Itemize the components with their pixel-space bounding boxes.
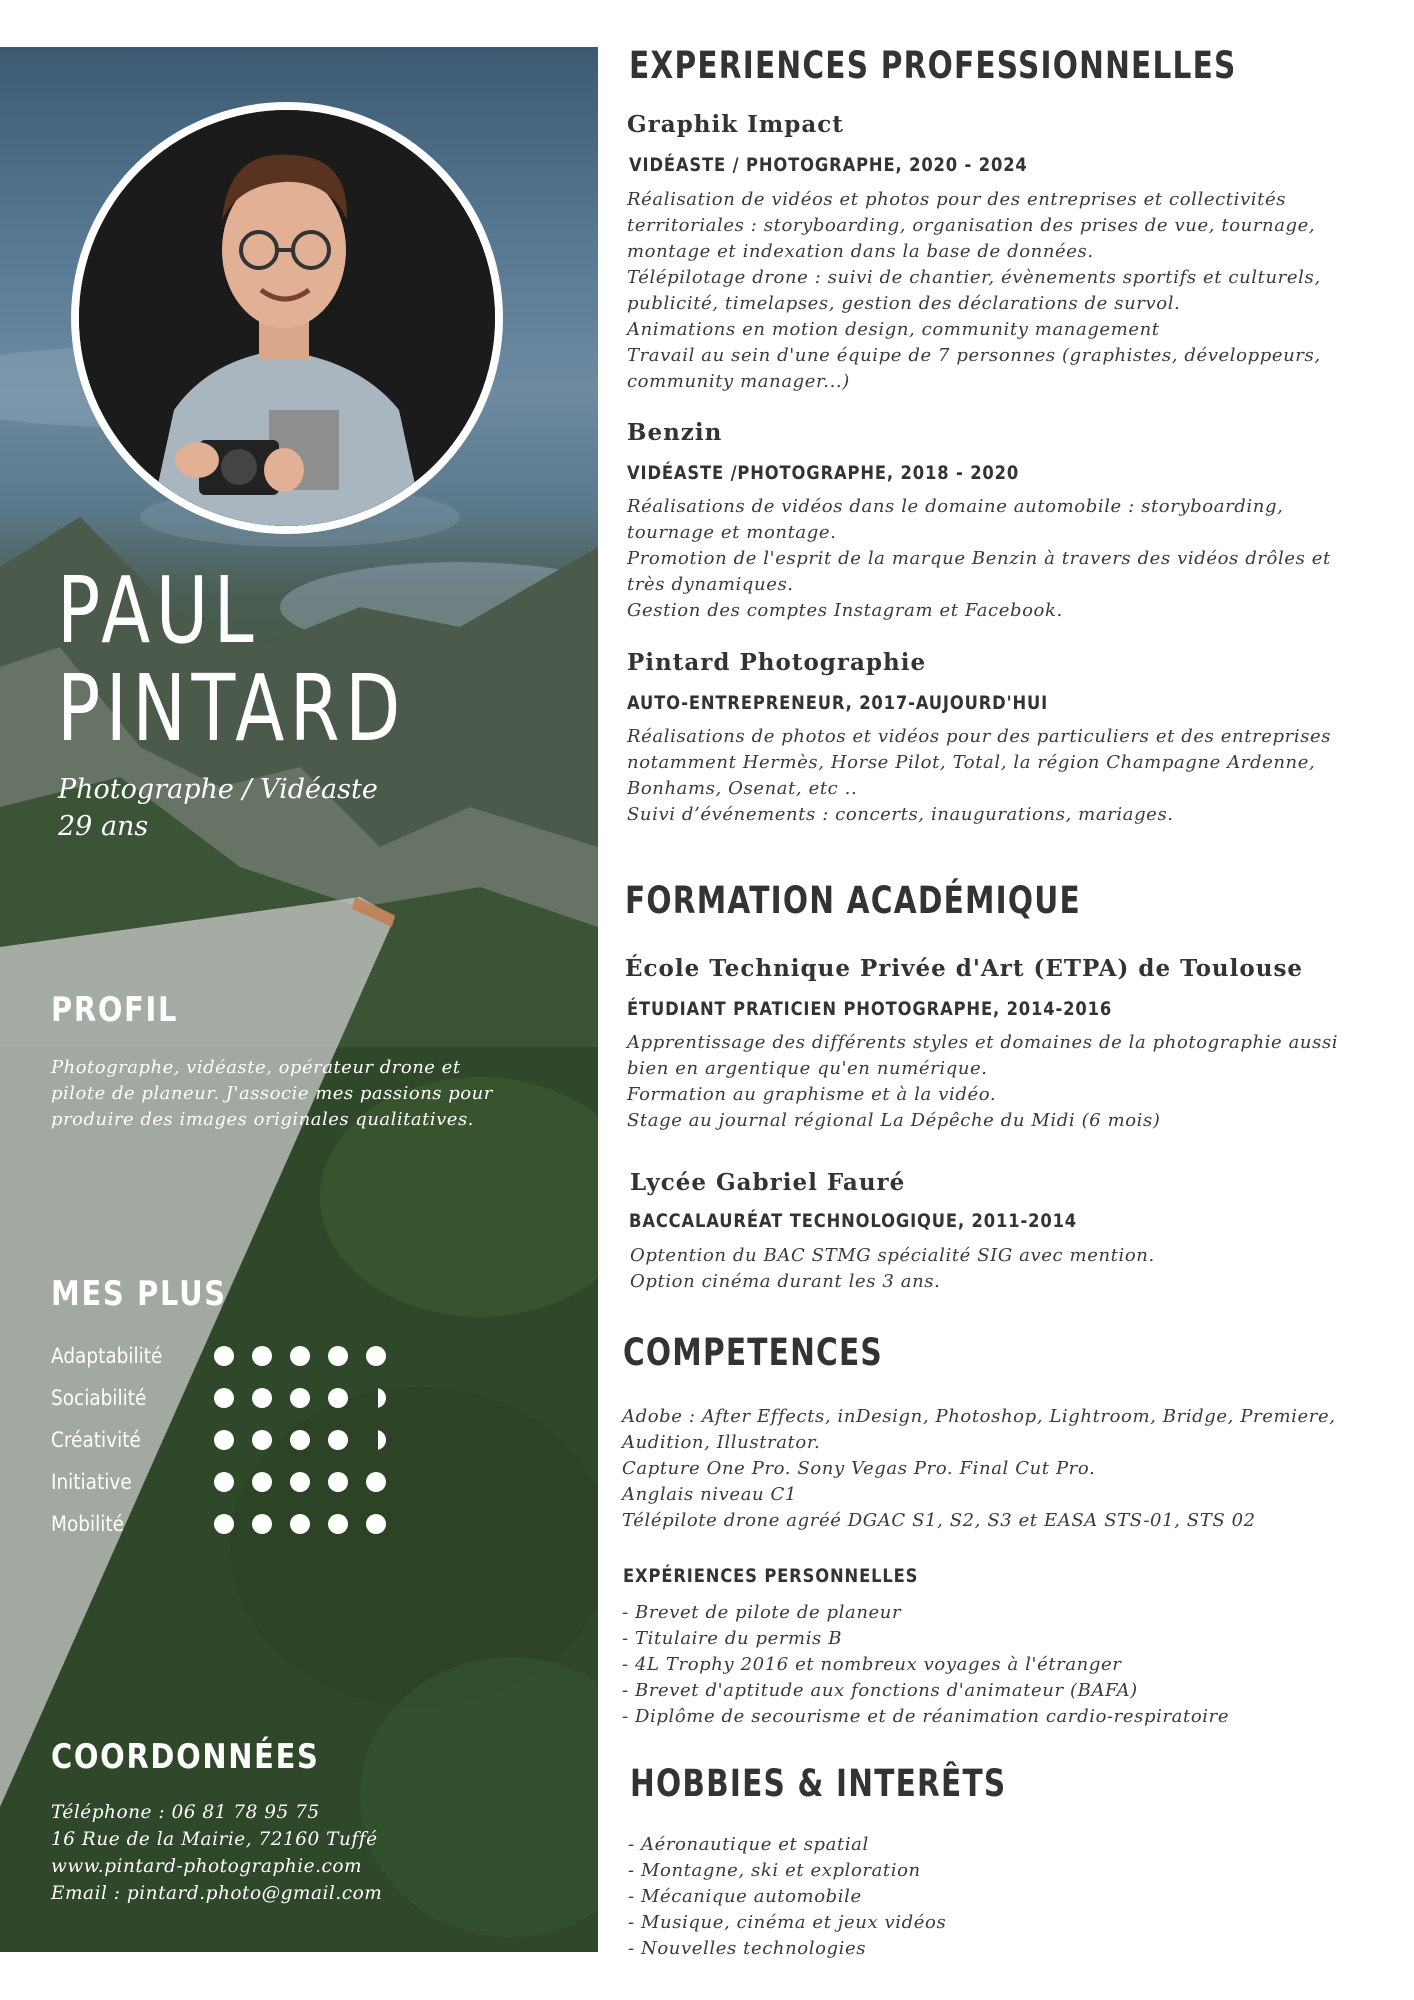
list-item: - Titulaire du permis B bbox=[622, 1628, 843, 1649]
profil-line: Photographe, vidéaste, opérateur drone et bbox=[51, 1057, 461, 1078]
formation-org: École Technique Privée d'Art (ETPA) de Toulouse bbox=[625, 955, 1304, 982]
experience-description bbox=[627, 494, 1331, 624]
coordonnees-heading: COORDONNÉES bbox=[51, 1737, 320, 1777]
competences-heading: COMPETENCES bbox=[623, 1331, 883, 1374]
description-line: Promotion de l'esprit de la marque Benzin à travers des vidéos drôles et bbox=[627, 548, 1331, 569]
description-line: Travail au sein d'une équipe de 7 personnes (graphistes, développeurs, bbox=[627, 345, 1321, 366]
role-title: Photographe / Vidéaste bbox=[58, 774, 378, 805]
formation-org: Lycée Gabriel Fauré bbox=[630, 1169, 906, 1196]
description-line: Suivi d’événements : concerts, inaugurations, mariages. bbox=[627, 804, 1174, 825]
profil-line: produire des images originales qualitatives. bbox=[51, 1109, 474, 1130]
list-item: - Diplôme de secourisme et de réanimation cardio-respiratoire bbox=[622, 1706, 1230, 1727]
competences-list bbox=[622, 1404, 1336, 1534]
description-line: Apprentissage des différents styles et domaines de la photographie aussi bbox=[627, 1032, 1339, 1053]
website-link[interactable]: www.pintard-photographie.com bbox=[51, 1856, 362, 1877]
experience-org: Benzin bbox=[627, 419, 723, 446]
experiences-heading: EXPERIENCES PROFESSIONNELLES bbox=[629, 44, 1237, 87]
skill-label: Mobilité bbox=[51, 1512, 125, 1536]
experience-org: Graphik Impact bbox=[627, 111, 844, 138]
description-line: territoriales : storyboarding, organisation des prises de vue, tournage, bbox=[627, 215, 1316, 236]
last-name: PINTARD bbox=[57, 655, 406, 762]
description-line: très dynamiques. bbox=[627, 574, 794, 595]
competence-line: Anglais niveau C1 bbox=[622, 1484, 797, 1505]
mes-plus-heading: MES PLUS bbox=[51, 1274, 227, 1314]
list-item: - Montagne, ski et exploration bbox=[628, 1860, 921, 1881]
formation-degree: BACCALAURÉAT TECHNOLOGIQUE, 2011-2014 bbox=[629, 1210, 1078, 1232]
skill-label: Créativité bbox=[51, 1428, 141, 1452]
description-line: Animations en motion design, community management bbox=[627, 319, 1160, 340]
experience-job: VIDÉASTE / PHOTOGRAPHE, 2020 - 2024 bbox=[629, 154, 1028, 176]
formation-description bbox=[627, 1030, 1338, 1134]
description-line: Stage au journal régional La Dépêche du Midi (6 mois) bbox=[627, 1110, 1161, 1131]
description-line: Formation au graphisme et à la vidéo. bbox=[627, 1084, 997, 1105]
competence-line: Capture One Pro. Sony Vegas Pro. Final Cut Pro. bbox=[622, 1458, 1096, 1479]
description-line: montage et indexation dans la base de données. bbox=[627, 241, 1094, 262]
age: 29 ans bbox=[58, 811, 149, 842]
description-line: Option cinéma durant les 3 ans. bbox=[630, 1271, 941, 1292]
hobbies-heading: HOBBIES & INTERÊTS bbox=[630, 1762, 1007, 1805]
experience-job: VIDÉASTE /PHOTOGRAPHE, 2018 - 2020 bbox=[627, 462, 1020, 484]
list-item: - Nouvelles technologies bbox=[628, 1938, 867, 1959]
competence-line: Audition, Illustrator. bbox=[622, 1432, 821, 1453]
description-line: notamment Hermès, Horse Pilot, Total, la région Champagne Ardenne, bbox=[627, 752, 1316, 773]
skill-label: Adaptabilité bbox=[51, 1344, 163, 1368]
description-line: community manager...) bbox=[627, 371, 850, 392]
first-name: PAUL bbox=[57, 557, 260, 664]
skill-label: Sociabilité bbox=[51, 1386, 147, 1410]
description-line: Gestion des comptes Instagram et Facebook. bbox=[627, 600, 1063, 621]
hobbies-list bbox=[628, 1832, 946, 1962]
description-line: Bonhams, Osenat, etc .. bbox=[627, 778, 858, 799]
experience-description bbox=[627, 724, 1331, 828]
list-item: - Mécanique automobile bbox=[628, 1886, 862, 1907]
experience-org: Pintard Photographie bbox=[627, 649, 927, 676]
list-item: - Brevet de pilote de planeur bbox=[622, 1602, 902, 1623]
description-line: Télépilotage drone : suivi de chantier, évènements sportifs et culturels, bbox=[627, 267, 1321, 288]
description-line: Réalisations de photos et vidéos pour des particuliers et des entreprises bbox=[627, 726, 1332, 747]
description-line: Réalisations de vidéos dans le domaine automobile : storyboarding, bbox=[627, 496, 1284, 517]
formation-degree: ÉTUDIANT PRATICIEN PHOTOGRAPHE, 2014-2016 bbox=[627, 998, 1113, 1020]
experiences-personnelles-heading: EXPÉRIENCES PERSONNELLES bbox=[623, 1565, 919, 1587]
address: 16 Rue de la Mairie, 72160 Tuffé bbox=[51, 1829, 378, 1850]
list-item: - Aéronautique et spatial bbox=[628, 1834, 869, 1855]
list-item: - Musique, cinéma et jeux vidéos bbox=[628, 1912, 947, 1933]
experience-job: AUTO-ENTREPRENEUR, 2017-AUJOURD'HUI bbox=[627, 692, 1049, 714]
phone[interactable]: Téléphone : 06 81 78 95 75 bbox=[51, 1802, 320, 1823]
description-line: publicité, timelapses, gestion des déclarations de survol. bbox=[627, 293, 1181, 314]
list-item: - Brevet d'aptitude aux fonctions d'animateur (BAFA) bbox=[622, 1680, 1138, 1701]
description-line: bien en argentique qu'en numérique. bbox=[627, 1058, 988, 1079]
profil-line: pilote de planeur. J'associe mes passions pour bbox=[51, 1083, 493, 1104]
formation-heading: FORMATION ACADÉMIQUE bbox=[625, 879, 1081, 922]
competence-line: Télépilote drone agréé DGAC S1, S2, S3 et EASA STS-01, STS 02 bbox=[622, 1510, 1256, 1531]
list-item: - 4L Trophy 2016 et nombreux voyages à l'étranger bbox=[622, 1654, 1122, 1675]
experience-description bbox=[627, 187, 1321, 395]
formation-description bbox=[630, 1243, 1155, 1295]
competence-line: Adobe : After Effects, inDesign, Photoshop, Lightroom, Bridge, Premiere, bbox=[622, 1406, 1336, 1427]
experiences-personnelles-list bbox=[622, 1600, 1229, 1730]
skill-label: Initiative bbox=[51, 1470, 132, 1494]
description-line: Réalisation de vidéos et photos pour des entreprises et collectivités bbox=[627, 189, 1287, 210]
description-line: tournage et montage. bbox=[627, 522, 837, 543]
email-link[interactable]: Email : pintard.photo@gmail.com bbox=[51, 1883, 383, 1904]
description-line: Optention du BAC STMG spécialité SIG avec mention. bbox=[630, 1245, 1155, 1266]
profil-heading: PROFIL bbox=[51, 990, 179, 1030]
